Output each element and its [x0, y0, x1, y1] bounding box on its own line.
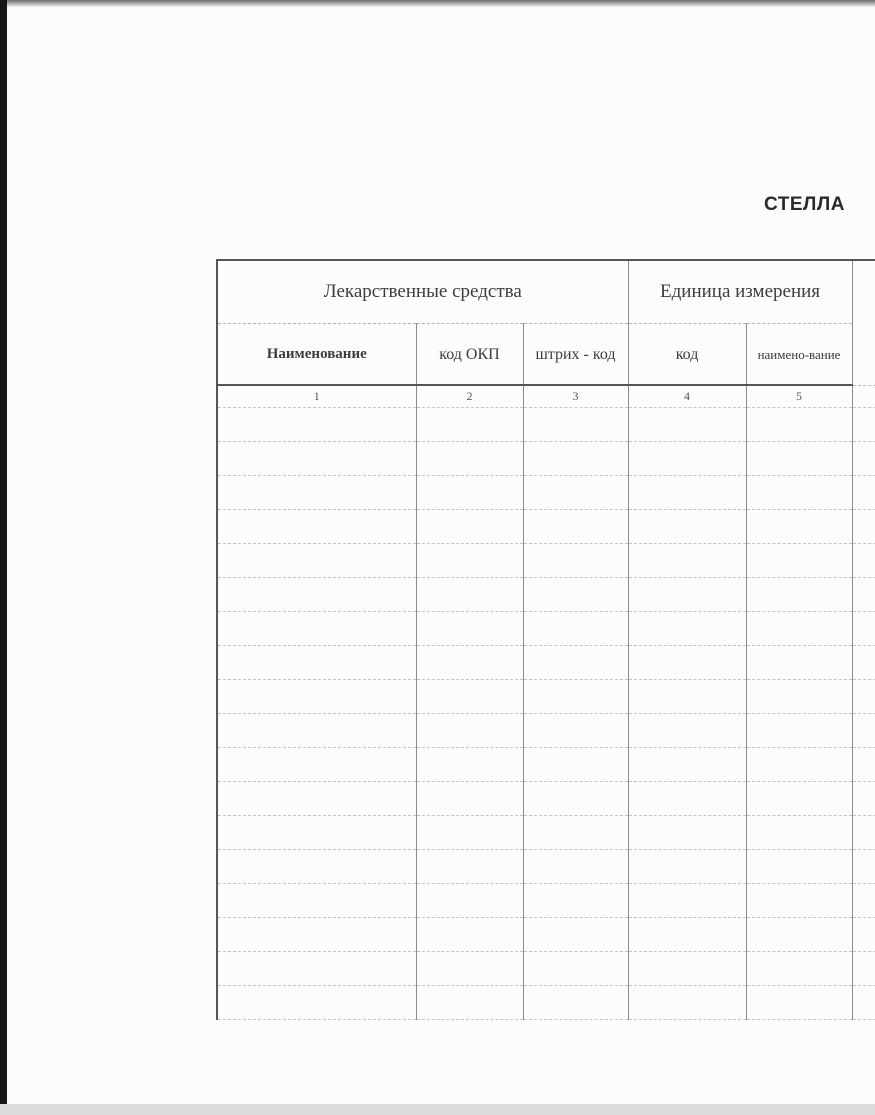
table-cell [523, 476, 628, 510]
table-cell [852, 884, 875, 918]
table-cell [217, 918, 416, 952]
table-cell [416, 884, 523, 918]
table-cell [217, 442, 416, 476]
table-cell [628, 680, 746, 714]
table-cell [628, 918, 746, 952]
table-cell [746, 408, 852, 442]
table-row [217, 816, 875, 850]
table-cell [523, 612, 628, 646]
table-cell [628, 476, 746, 510]
table-cell [852, 952, 875, 986]
table-cell [852, 748, 875, 782]
table-cell [416, 714, 523, 748]
table-cell [217, 748, 416, 782]
table-cell [217, 510, 416, 544]
table-cell [746, 952, 852, 986]
header-row-columns [217, 324, 875, 386]
header-unit: Единица измерения [628, 260, 852, 324]
table-cell [852, 408, 875, 442]
scan-edge-top [0, 0, 875, 7]
table-row [217, 408, 875, 442]
table-cell [628, 782, 746, 816]
table-cell [416, 816, 523, 850]
table-cell [628, 816, 746, 850]
table-cell [746, 748, 852, 782]
table-cell [628, 408, 746, 442]
table-cell [628, 544, 746, 578]
table-cell [746, 612, 852, 646]
table-cell [217, 952, 416, 986]
table-cell [746, 646, 852, 680]
header-unit-name: наимено-вание [746, 324, 852, 386]
header-unit-code: код [628, 324, 746, 386]
table-row [217, 544, 875, 578]
header-next-column [852, 260, 875, 385]
table-cell [628, 748, 746, 782]
table-row [217, 680, 875, 714]
column-number-row [217, 385, 875, 408]
table-row [217, 918, 875, 952]
table-cell [416, 748, 523, 782]
table-cell [628, 850, 746, 884]
table-cell [416, 918, 523, 952]
header-okp-code: код ОКП [416, 324, 523, 386]
scan-edge-left [0, 0, 7, 1115]
table-cell [746, 714, 852, 748]
table-cell [523, 748, 628, 782]
table-cell [523, 714, 628, 748]
document-title: СТЕЛЛА [764, 194, 845, 215]
table-cell [416, 612, 523, 646]
table-cell [523, 680, 628, 714]
column-number-4: 4 [628, 385, 746, 408]
table-cell [523, 952, 628, 986]
table-cell [523, 578, 628, 612]
header-name: Наименование [217, 324, 416, 386]
table-cell [416, 680, 523, 714]
table-cell [523, 816, 628, 850]
header-barcode: штрих - код [523, 324, 628, 386]
table-cell [217, 578, 416, 612]
table-cell [852, 442, 875, 476]
table-cell [746, 680, 852, 714]
table-row [217, 646, 875, 680]
table-cell [852, 850, 875, 884]
table-row [217, 850, 875, 884]
table-cell [852, 578, 875, 612]
table-row [217, 714, 875, 748]
table-cell [416, 578, 523, 612]
column-number-3: 3 [523, 385, 628, 408]
table-cell [852, 612, 875, 646]
table-cell [523, 918, 628, 952]
header-row-groups [217, 260, 875, 324]
table-cell [628, 442, 746, 476]
table-cell [852, 544, 875, 578]
table-cell [523, 782, 628, 816]
table-cell [416, 646, 523, 680]
table-cell [746, 510, 852, 544]
table-row [217, 782, 875, 816]
table-cell [416, 544, 523, 578]
table-cell [852, 782, 875, 816]
table-cell [217, 884, 416, 918]
table-cell [523, 544, 628, 578]
table-cell [523, 408, 628, 442]
table-cell [416, 782, 523, 816]
table-row [217, 612, 875, 646]
table-cell [746, 442, 852, 476]
table-cell [746, 986, 852, 1020]
table-cell [217, 646, 416, 680]
table-row [217, 748, 875, 782]
table-cell [523, 884, 628, 918]
table-cell [217, 544, 416, 578]
table-cell [852, 680, 875, 714]
table-cell [746, 884, 852, 918]
column-number-2: 2 [416, 385, 523, 408]
table-cell [217, 476, 416, 510]
table-cell [746, 578, 852, 612]
table-cell [628, 884, 746, 918]
table-row [217, 578, 875, 612]
table-cell [628, 714, 746, 748]
table-cell [217, 850, 416, 884]
table-row [217, 476, 875, 510]
ledger-table [216, 259, 875, 1020]
table-cell [852, 714, 875, 748]
table-cell [746, 816, 852, 850]
table-cell [416, 986, 523, 1020]
table-cell [628, 986, 746, 1020]
table-cell [628, 612, 746, 646]
table-cell [217, 680, 416, 714]
scan-edge-bottom [0, 1104, 875, 1115]
header-medicines: Лекарственные средства [217, 260, 628, 324]
column-number-5: 5 [746, 385, 852, 408]
table-cell [217, 816, 416, 850]
table-cell [523, 986, 628, 1020]
table-cell [628, 646, 746, 680]
table-cell [852, 510, 875, 544]
table-cell [217, 782, 416, 816]
table-cell [416, 476, 523, 510]
table-cell [746, 476, 852, 510]
table-cell [852, 918, 875, 952]
table-cell [852, 646, 875, 680]
table-row [217, 442, 875, 476]
table-cell [746, 918, 852, 952]
table-cell [416, 442, 523, 476]
table-cell [217, 714, 416, 748]
table-cell [416, 510, 523, 544]
table-cell [628, 510, 746, 544]
table-cell [523, 850, 628, 884]
table-cell [523, 646, 628, 680]
table-cell [416, 850, 523, 884]
table-cell [746, 850, 852, 884]
ledger-table-wrapper [216, 259, 875, 1024]
table-cell [217, 408, 416, 442]
column-number-6 [852, 385, 875, 408]
table-cell [628, 952, 746, 986]
table-cell [746, 782, 852, 816]
table-cell [523, 442, 628, 476]
table-cell [746, 544, 852, 578]
ledger-body [217, 385, 875, 1020]
table-cell [217, 612, 416, 646]
table-cell [852, 986, 875, 1020]
table-cell [416, 952, 523, 986]
table-cell [523, 510, 628, 544]
table-cell [852, 476, 875, 510]
table-row [217, 884, 875, 918]
table-cell [416, 408, 523, 442]
table-cell [852, 816, 875, 850]
column-number-1: 1 [217, 385, 416, 408]
table-row [217, 986, 875, 1020]
table-row [217, 952, 875, 986]
table-row [217, 510, 875, 544]
table-cell [217, 986, 416, 1020]
table-cell [628, 578, 746, 612]
